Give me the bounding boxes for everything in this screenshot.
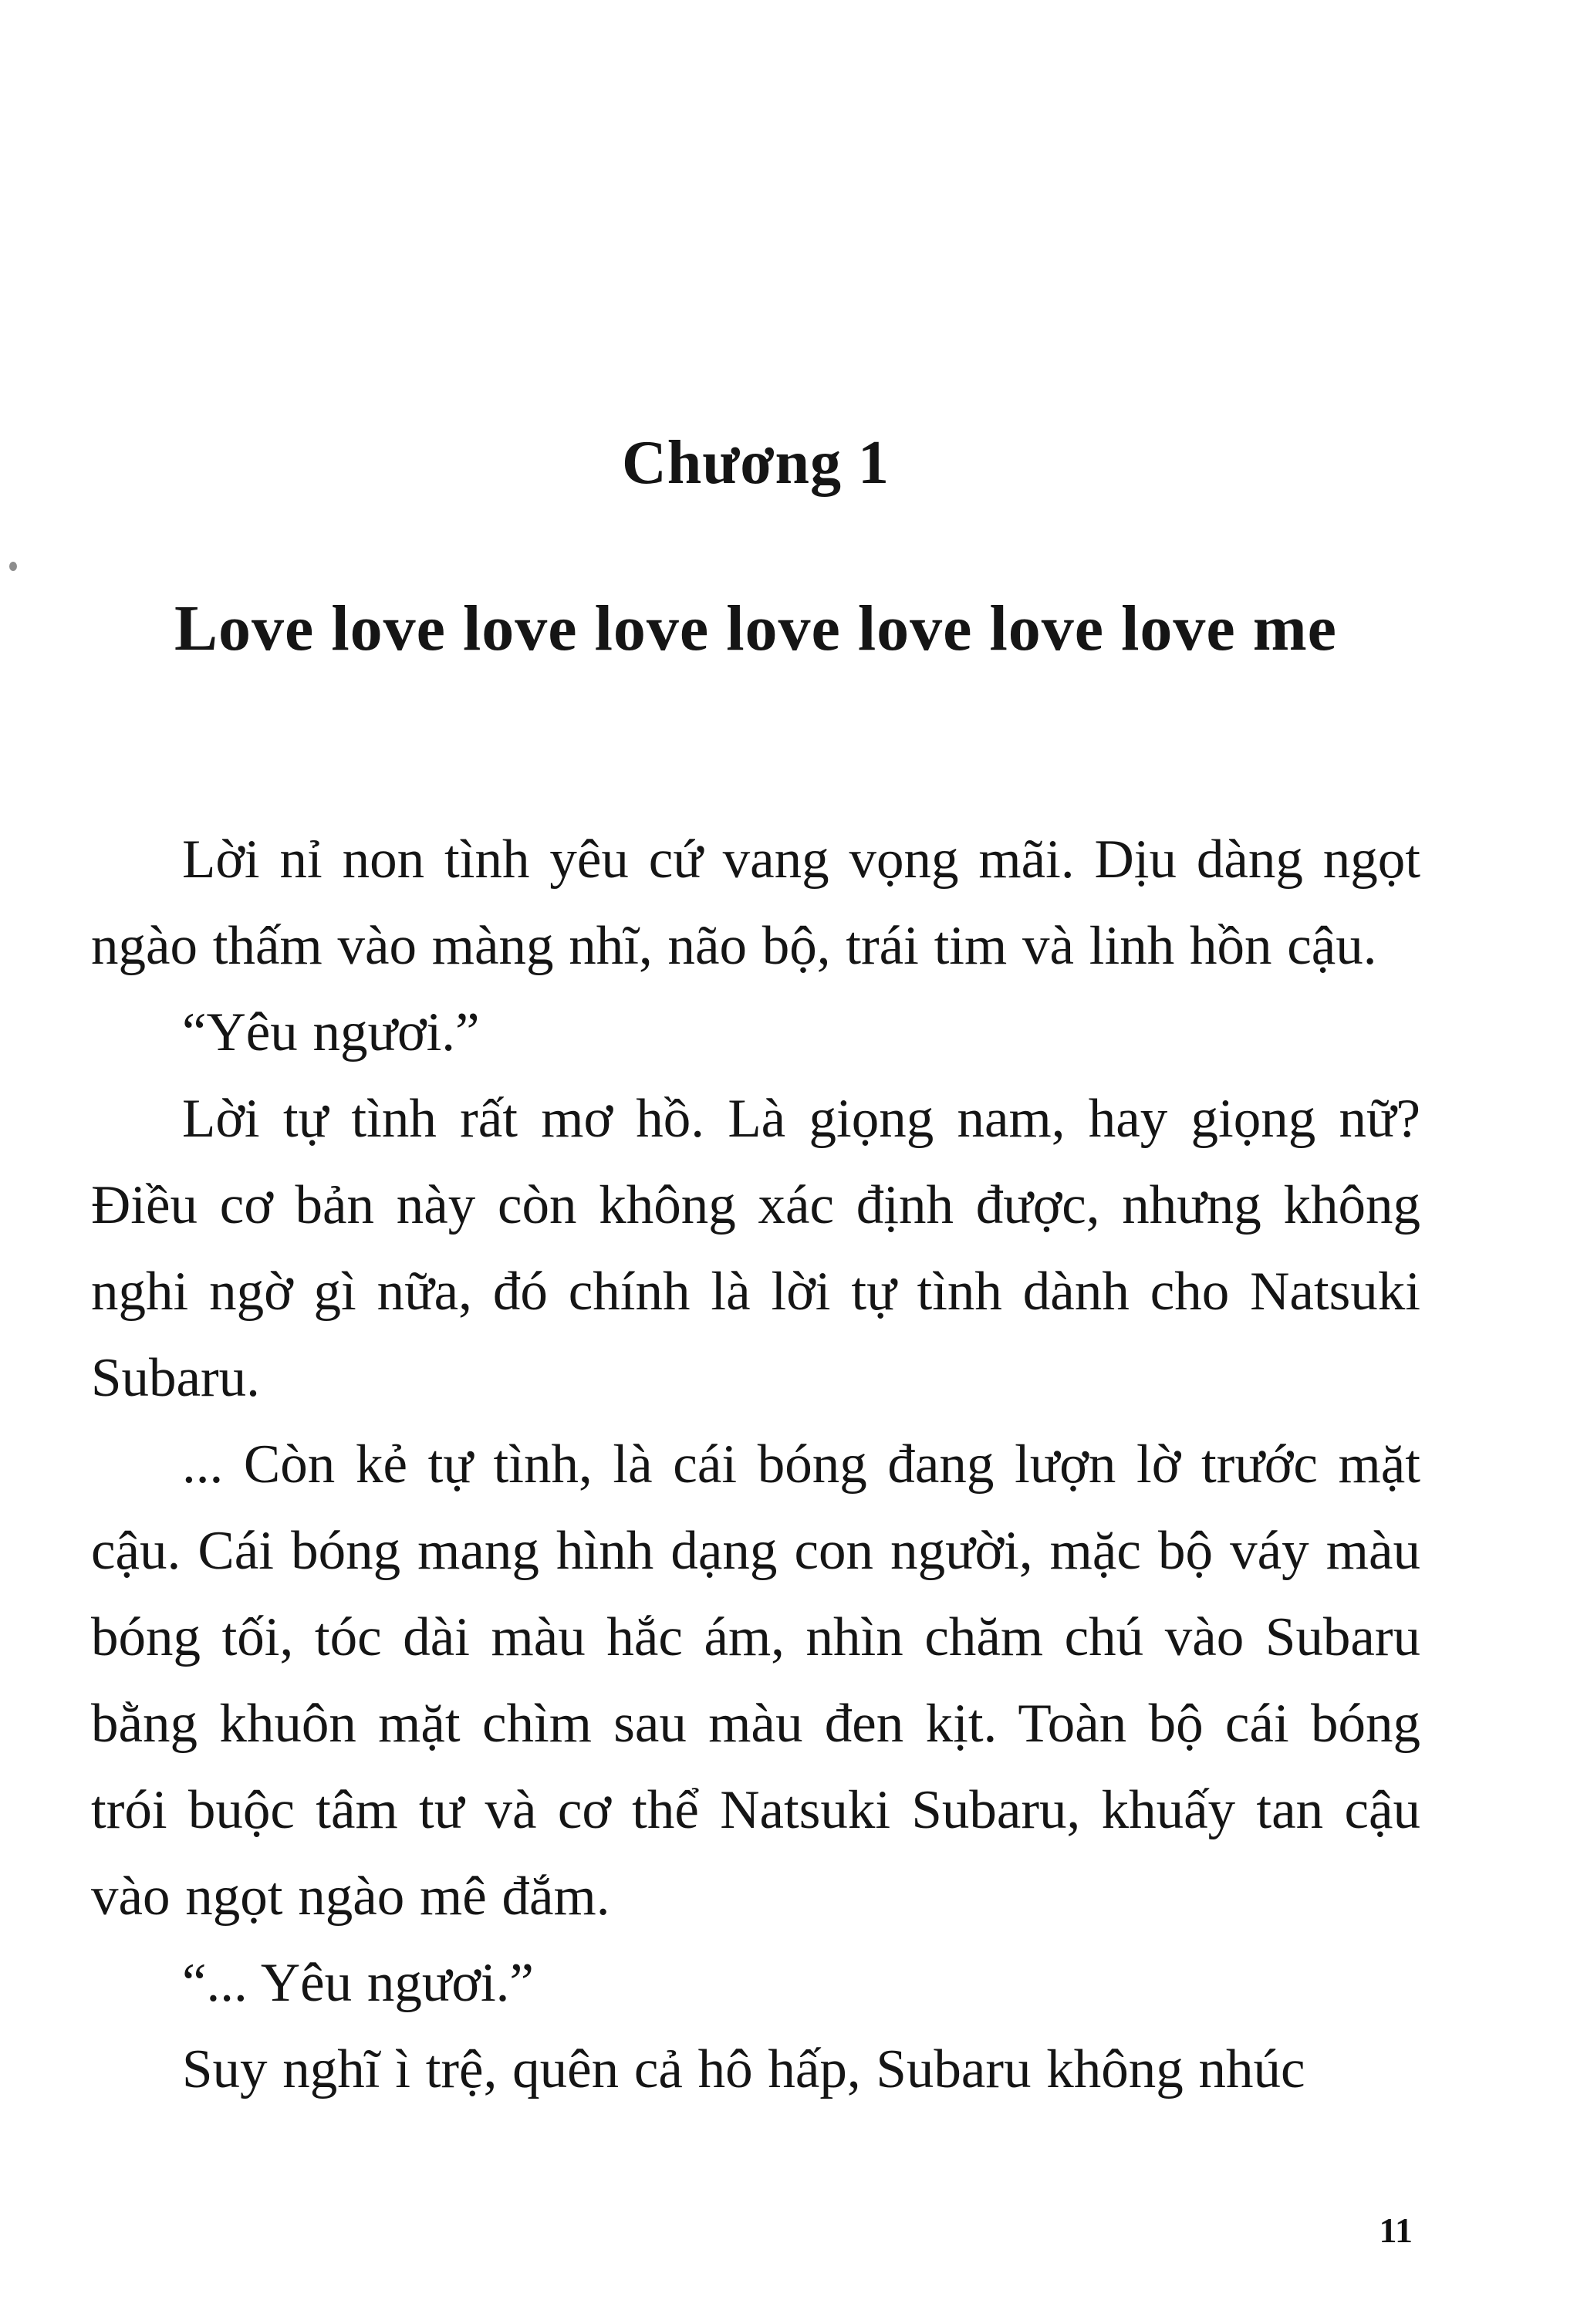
body-text [91, 816, 1420, 2113]
paragraph: “... Yêu ngươi.” [182, 1953, 534, 2013]
paragraph: ... Còn kẻ tự tình, là cái bóng đang lượn lờ trước mặt cậu. Cái bóng mang hình dạng con người, mặc bộ váy màu bóng tối, tóc dài màu hắc ám, nhìn chăm chú vào Subaru bằng khuôn mặt chìm sau màu đen kịt. Toàn bộ cái bóng trói buộc tâm tư và cơ thể Natsuki Subaru, khuấy tan cậu vào ngọt ngào mê đắm. [91, 1434, 1420, 1927]
paragraph: Lời nỉ non tình yêu cứ vang vọng mãi. Dịu dàng ngọt ngào thấm vào màng nhĩ, não bộ, trái tim và linh hồn cậu. [91, 829, 1420, 976]
chapter-title: Love love love love love love love love me [174, 593, 1337, 664]
scan-speck [9, 562, 17, 571]
chapter-heading: Chương 1 [621, 429, 890, 497]
paragraph: “Yêu ngươi.” [182, 1002, 480, 1062]
paragraph: Suy nghĩ ì trệ, quên cả hô hấp, Subaru không nhúc [182, 2039, 1305, 2099]
page-number: 11 [1379, 2211, 1413, 2250]
paragraph: Lời tự tình rất mơ hồ. Là giọng nam, hay giọng nữ? Điều cơ bản này còn không xác định được, nhưng không nghi ngờ gì nữa, đó chính là lời tự tình dành cho Natsuki Subaru. [91, 1089, 1420, 1408]
